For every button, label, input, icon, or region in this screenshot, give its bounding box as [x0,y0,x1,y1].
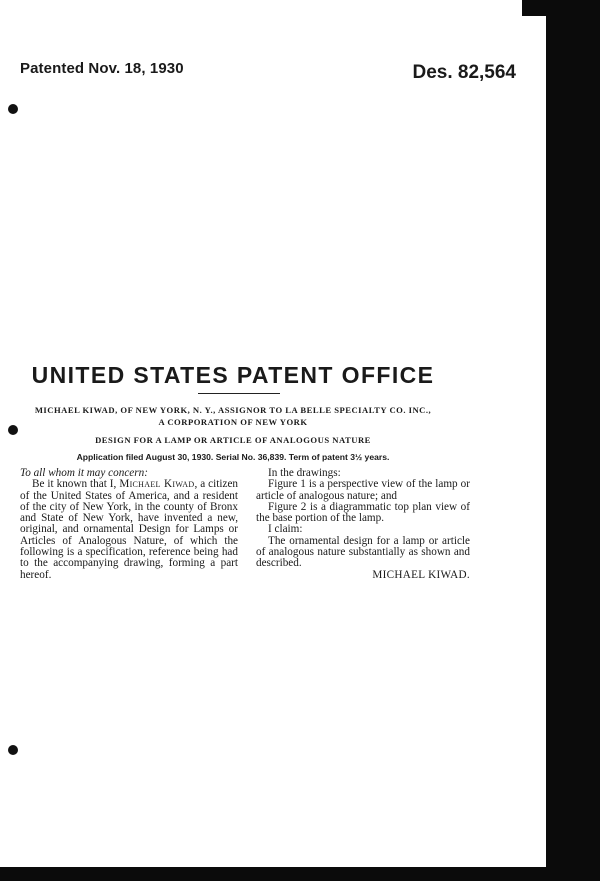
body-text-end: , a citizen of the United States of America, and a resident of the city of New York, in the county of Bronx and State of New York, have invented a new, original, and ornamental Design for Lamps or Articles of Analogous Nature, of which the following is a specification, reference being had to the accompanying drawing, forming a part hereof. [20,478,238,581]
assignment-line-2: A CORPORATION OF NEW YORK [158,417,308,427]
specification-paragraph [20,479,238,581]
application-line: Application filed August 30, 1930. Serial No. 36,839. Term of patent 3½ years. [76,452,390,462]
figure-1-description: Figure 1 is a perspective view of the lamp or article of analogous nature; and [256,478,470,502]
claim-intro: I claim: [268,523,303,536]
patent-number: Des. 82,564 [412,62,516,83]
claim-text: The ornamental design for a lamp or article of analogous nature substantially as shown and described. [256,534,470,570]
patent-date: Patented Nov. 18, 1930 [20,60,184,77]
left-column [20,468,238,581]
office-title: UNITED STATES PATENT OFFICE [31,362,435,388]
punch-hole-icon [8,745,18,755]
right-column [256,468,470,581]
inventor-name: Michael Kiwad [119,478,195,491]
body-text-start: Be it known that I, [32,478,120,491]
drawings-intro: In the drawings: [268,467,341,479]
punch-hole-icon [8,104,18,114]
scan-border-bottom [0,867,600,881]
figure-2-description: Figure 2 is a diagrammatic top plan view of the base portion of the lamp. [256,500,470,525]
design-title: DESIGN FOR A LAMP OR ARTICLE OF ANALOGOUS NATURE [95,435,371,445]
title-rule [198,393,280,394]
salutation: To all whom it may concern: [20,467,148,479]
inventor-signature: MICHAEL KIWAD. [372,568,470,581]
scan-border-right [546,0,600,881]
scan-border-top [522,0,552,16]
assignment-line-1: MICHAEL KIWAD, OF NEW YORK, N. Y., ASSIGNOR TO LA BELLE SPECIALTY CO. INC., [34,405,432,415]
